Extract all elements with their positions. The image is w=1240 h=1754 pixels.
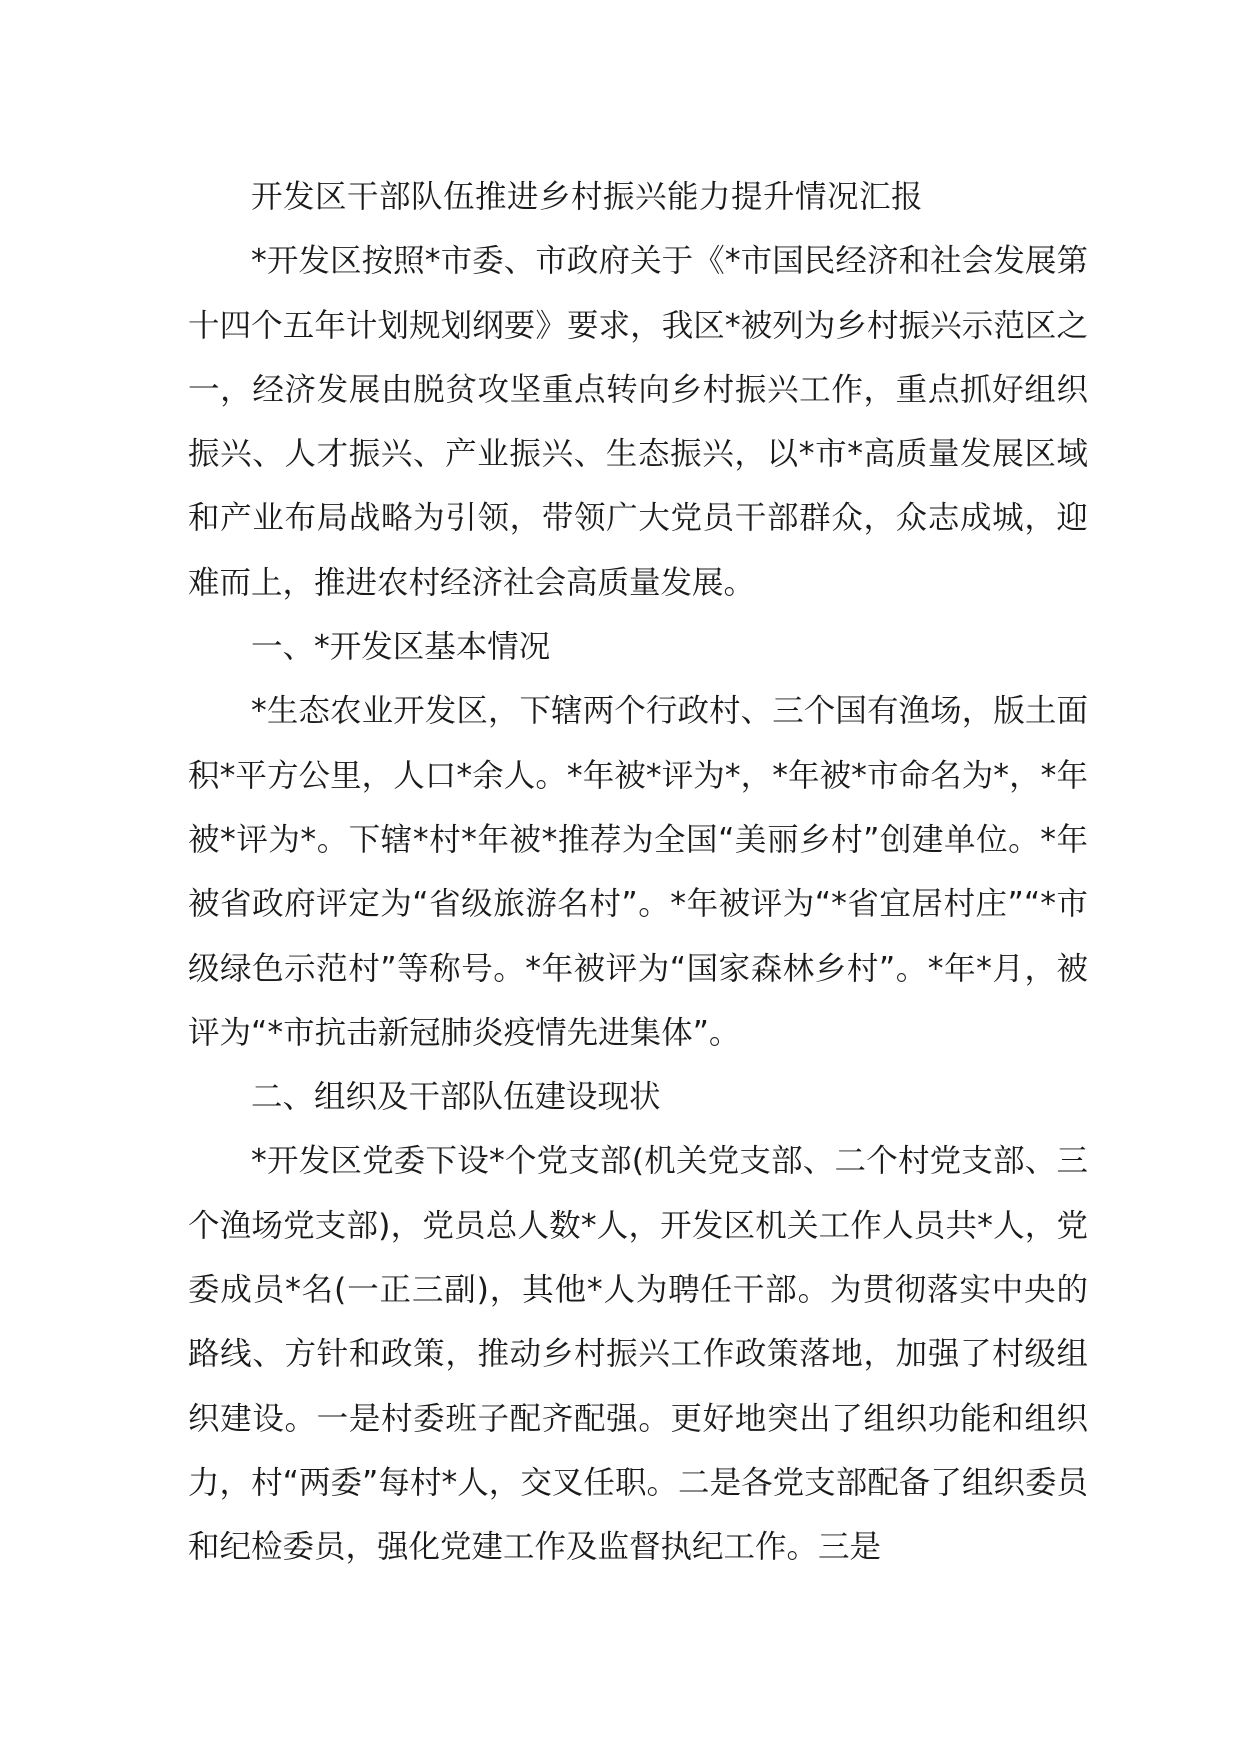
section-2-paragraph: *开发区党委下设*个党支部(机关党支部、二个村党支部、三个渔场党支部)，党员总人数*人，开发区机关工作人员共*人，党委成员*名(一正三副)，其他*人为聘任干部。为贯彻落实中央的路线、方针和政策，推动乡村振兴工作政策落地，加强了村级组织建设。一是村委班子配齐配强。更好地突出了组织功能和组织力，村“两委”每村*人，交叉任职。二是各党支部配备了组织委员和纪检委员，强化党建工作及监督执纪工作。三是 [188, 1143, 1088, 1566]
section-2-heading: 二、组织及干部队伍建设现状 [251, 1079, 661, 1116]
section-1-paragraph: *生态农业开发区，下辖两个行政村、三个国有渔场，版土面积*平方公里，人口*余人。*年被*评为*，*年被*市命名为*，*年被*评为*。下辖*村*年被*推荐为全国“美丽乡村”创建单位。*年被省政府评定为“省级旅游名村”。*年被评为“*省宜居村庄”“*市级绿色示范村”等称号。*年被评为“国家森林乡村”。*年*月，被评为“*市抗击新冠肺炎疫情先进集体”。 [188, 693, 1088, 1051]
document-title: 开发区干部队伍推进乡村振兴能力提升情况汇报 [251, 179, 924, 215]
document-page [188, 165, 1088, 1580]
section-1-heading: 一、*开发区基本情况 [251, 629, 551, 666]
intro-paragraph: *开发区按照*市委、市政府关于《*市国民经济和社会发展第十四个五年计划规划纲要》要求，我区*被列为乡村振兴示范区之一，经济发展由脱贫攻坚重点转向乡村振兴工作，重点抓好组织振兴、人才振兴、产业振兴、生态振兴，以*市*高质量发展区域和产业布局战略为引领，带领广大党员干部群众，众志成城，迎难而上，推进农村经济社会高质量发展。 [188, 243, 1088, 601]
